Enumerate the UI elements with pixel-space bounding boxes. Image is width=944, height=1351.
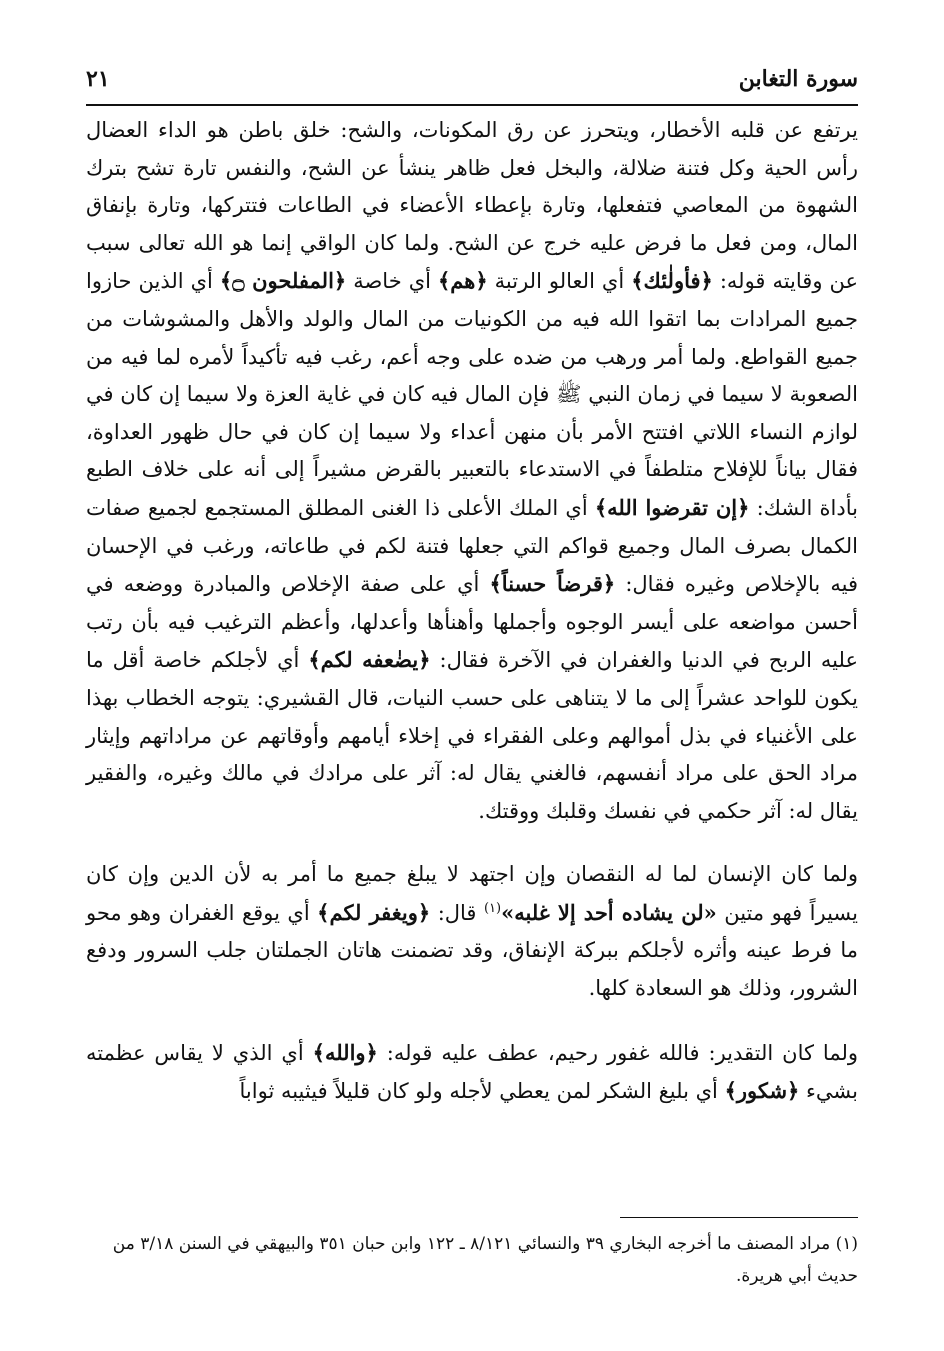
page-header: [86, 62, 858, 102]
quran-quote: ﴿شكور﴾: [724, 1078, 800, 1104]
text-run: أي يوقع الغفران وهو محو ما فرط عينه وأثره لأجلكم ببركة الإنفاق، وقد تضمنت هاتان الجملتان جلب السرور ودفع الشرور، وذلك هو السعادة كلها.: [86, 900, 858, 1001]
page-number: ٢١: [86, 66, 110, 92]
text-run: أي الملك الأعلى ذا الغنى المطلق المستجمع لجميع صفات الكمال بصرف المال وجميع قواكم التي جعلها فتنة لكم في طاعاته، ورغب في الإحسان فيه بالإخلاص وغيره فقال:: [86, 495, 858, 597]
text-run: أي بليغ الشكر لمن يعطي لأجله ولو كان قليلاً فيثيبه ثواباً: [239, 1079, 725, 1104]
surah-title: سورة التغابن: [738, 66, 858, 92]
footnote: (١) مراد المصنف ما أخرجه البخاري ٣٩ والنسائي ٨/١٢١ ـ ١٢٢ وابن حبان ٣٥١ والبيهقي في السنن ٣/١٨ من حديث أبي هريرة.: [112, 1234, 858, 1286]
paragraph: [86, 1034, 858, 1111]
quran-quote: ﴿قرضاً حسناً﴾: [489, 571, 616, 597]
quran-quote: ﴿والله﴾: [312, 1039, 378, 1065]
text-run: أي الذي لا يقاس عظمته بشيء: [86, 1040, 858, 1104]
main-text: [86, 112, 858, 1111]
paragraph: [86, 112, 858, 830]
quran-quote: ﴿المفلحون ۝﴾: [219, 268, 347, 294]
text-run: أي على صفة الإخلاص والمبادرة ووضعه في أحسن مواضعه على أيسر الوجوه وأجملها وأهنأها وأعدلها، وأعظم الترغيب فيه بأن رتب عليه الربح في الدنيا والغفران في الآخرة فقال:: [86, 572, 859, 673]
text-run: أي الذين حازوا جميع المرادات بما اتقوا الله فيه من الكونيات من المال والولد والأهل والمشوشات من جميع القواطع. ولما أمر ورهب من ضده على وجه أعم، رغب فيه تأكيداً لأمره لما فيه من الصعوبة لا سيما في زمان النبي ﷺ فإن المال فيه كان في غاية العزة ولا سيما إن كان في لوازم النساء اللاتي افتتح الأمر بأن منهن أعداء ولا سيما إن كان في حال ظهور العداوة، فقال بياناً للإفلاح متلطفاً في الاستدعاء بالتعبير بالقرض مشيراً إلى أنه على خلاف الطبع بأداة الشك:: [86, 269, 858, 520]
text-run: أي خاصة: [346, 269, 438, 294]
footnote-rule: [620, 1217, 858, 1218]
text-run: يرتفع عن قلبه الأخطار، ويتحرز عن رق المكونات، والشح: خلق باطن هو الداء العضال رأس الحية وكل فتنة ضلالة، والبخل فعل ظاهر ينشأ عن الشح، والنفس تارة تشح بترك الشهوة من المعاصي فتفعلها، وتارة بإعطاء الأعضاء في الطاعات فتتركها، وتارة بإنفاق المال، ومن فعل ما فرض عليه خرج عن الشح. ولما كان الواقي إنما هو الله تعالى سبب عن وقايته قوله:: [86, 118, 858, 294]
text-run: أي لأجلكم خاصة أقل ما يكون للواحد عشراً إلى ما لا يتناهى على حسب النيات، قال القشيري: يتوجه الخطاب بهذا على الأغنياء في بذل أموالهم وعلى الفقراء في إخلاء أيامهم وأوقاتهم عن مراداتهم وإيثار مراد الحق على مراد أنفسهم، فالغني يقال له: آثر على مرادك في مالك وغيره، والفقير يقال له: آثر حكمي في نفسك وقلبك ووقتك.: [86, 648, 858, 823]
quran-quote: ﴿ويغفر لكم﴾: [317, 899, 431, 925]
quran-quote: «لن يشاده أحد إلا غلبه»: [501, 899, 717, 925]
paragraph: [86, 856, 858, 1007]
quran-quote: ﴿إن تقرضوا الله﴾: [594, 494, 750, 520]
text-run: ولما كان التقدير: فالله غفور رحيم، عطف عليه قوله:: [377, 1040, 859, 1065]
text-run: ولما كان الإنسان لما له النقصان وإن اجتهد لا يبلغ جميع ما أمر به لأن الدين وإن كان يسيراً فهو متين: [86, 862, 859, 925]
quran-quote: ﴿يضٰعفه لكم﴾: [308, 647, 431, 673]
text-run: قال:: [430, 900, 484, 925]
text-run: أي العالو الرتبة: [487, 269, 632, 294]
header-rule: [86, 104, 858, 106]
quran-quote: ﴿فأولٰئك﴾: [631, 268, 713, 294]
quran-quote: ﴿هم﴾: [437, 268, 488, 294]
footnote-marker: (١): [483, 900, 502, 916]
